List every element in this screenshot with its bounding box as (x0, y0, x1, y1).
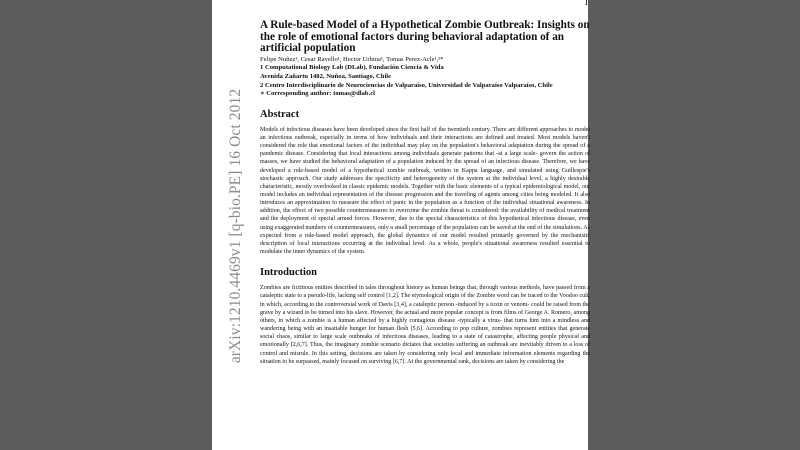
abstract-text: Models of infectious diseases have been developed since the first half of the twentieth century. There are different approaches to model an infectious outbreak, especially in terms of how individuals and their interactions are defined and treated. Most models haven't considered the role that emotional factors of the individual may play on the population's behavioral adaptation during the spread of a pandemic disease. Considering that local interactions among individuals generate patterns that -at a large scale- govern the action of masses, we have studied the behavioral adaptation of a population induced by the spread of an infectious disease. Therefore, we have developed a rule-based model of a hypothetical zombie outbreak, written in Kappa language, and simulated using Guillespie's stochastic approach. Our study addresses the specificity and heterogeneity of the system at the individual level, a highly desirable characteristic, mostly overlooked in classic epidemic models. Together with the basic elements of a typical epidemiological model, our model includes an individual representation of the disease progression and the traveling of agents among cities being modeled. It also introduces an approximation to measure the effect of panic in the population as a function of the individual situational awareness. In addition, the effect of two possible countermeasures to overcome the zombie threat is considered: the availability of medical treatment and the deployment of special armed forces. However, due to the special characteristics of this hypothetical infectious disease, even using exaggerated numbers of countermeasures, only a small percentage of the population can be saved at the end of the simulations. As expected from a rule-based model approach, the global dynamics of our model resulted primarily governed by the mechanistic description of local interactions occurring at the individual level. As a whole, people's situational awareness resulted essential to modulate the inner dynamics of the system. (260, 126, 590, 256)
paper-title: A Rule-based Model of a Hypothetical Zombie Outbreak: Insights on the role of emotional factors during behavioral adaptation of an artificial population (260, 19, 590, 55)
affiliation-1-line-2: Avenida Zañartu 1482, Nuñoa, Santiago, Chile (260, 72, 392, 80)
paper-content (260, 20, 590, 366)
arxiv-stamp-column (212, 0, 260, 450)
paper-page (212, 0, 588, 450)
introduction-text: Zombies are fictitious entities described in tales throughout history as human beings that, through various methods, have passed from a cataleptic state to a pseudo-life, lacking self control [1,2]. The etymological origin of the Zombie word can be traced to the Voodoo cult, in which, according to the controversial work of Davis [3,4], a cataleptic person -induced by a toxin or venom- could be raised from the grave by a wizard to be turned into his slave. However, the actual and more popular concept is from films of George A. Romero, among others, in which a zombie is a human affected by a highly contagious disease -typically a virus- that turns him into a mindless and wandering being with an insatiable hunger for human flesh [5,6]. According to pop culture, zombies represent entities that generate social chaos, similar to large scale outbreaks of infectious diseases, leading to a state of catastrophe, affecting people physical and emotionally [2,6,7]. Thus, the imaginary zombie scenario dictates that societies suffering an outbreak are inevitably driven to a loss of control and misrule. In this setting, decisions are taken by considering only local and immediate information elements regarding the situation to be surpassed, mainly focused on surviving [6,7]. At the governmental rank, decisions are taken by considering the (260, 285, 590, 365)
page-number: 1 (584, 0, 589, 7)
affiliation-2: 2 Centro Interdisciplinario de Neurociencias de Valparaíso, Universidad de Valparaíso Valparaíso, Chile (260, 81, 553, 89)
affiliation-1-line-1: 1 Computational Biology Lab (DLab), Fundación Ciencia & Vida (260, 64, 444, 72)
abstract-heading: Abstract (260, 108, 300, 120)
arxiv-stamp: arXiv:1210.4469v1 [q-bio.PE] 16 Oct 2012 (227, 88, 244, 364)
author-list: Felipe Nuñez¹, Cesar Ravello¹, Hector Urbina¹, Tomas Perez-Acle¹,²* (260, 55, 444, 63)
introduction-heading: Introduction (260, 267, 317, 279)
corresponding-author: ∗ Corresponding author: tomas@dlab.cl (260, 90, 375, 98)
